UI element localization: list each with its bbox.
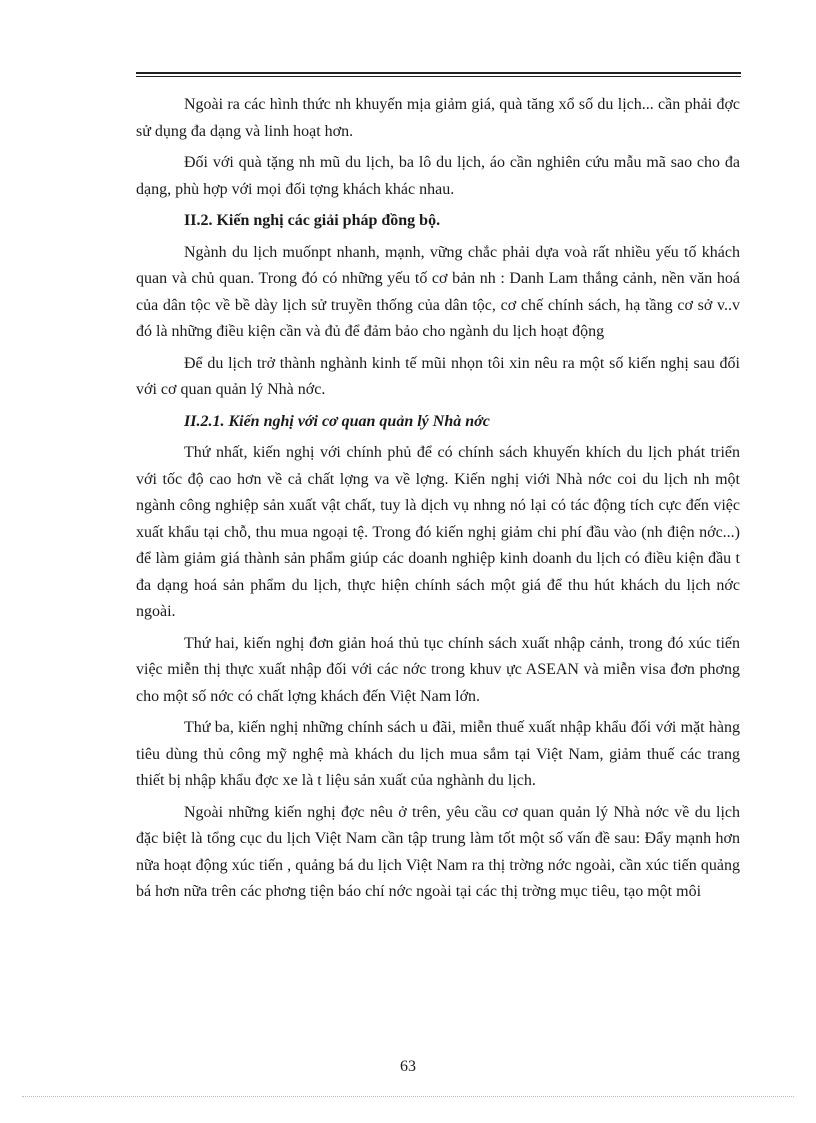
paragraph-promotions: Ngoài ra các hình thức nh khuyến mịa giảm giá, quà tăng xổ số du lịch... cần phải đợc sử dụng đa dạng và linh hoạt hơn.	[136, 96, 740, 140]
page-number: 63	[400, 1058, 416, 1075]
paragraph-second: Thứ hai, kiến nghị đơn giản hoá thủ tục chính sách xuất nhập cảnh, trong đó xúc tiến việc miễn thị thực xuất nhập đối với các nớc trong khuv ực ASEAN và miễn visa đơn phơng cho một số nớc có chất lợng khách đến Việt Nam lớn.	[136, 634, 740, 705]
header-rule	[136, 72, 741, 77]
paragraph-gifts: Đối với quà tặng nh mũ du lịch, ba lô du lịch, áo cần nghiên cứu mẫu mã sao cho đa dạng, phù hợp với mọi đối tợng khách khác nhau.	[136, 154, 740, 198]
subsection-heading: II.2.1. Kiến nghị với cơ quan quản lý Nhà nớc	[184, 412, 490, 430]
paragraph-other: Ngoài những kiến nghị đợc nêu ở trên, yêu cầu cơ quan quản lý Nhà nớc về du lịch đặc biệt là tổng cục du lịch Việt Nam cần tập trung làm tốt một số vấn đề sau: Đẩy mạnh hơn nữa hoạt động xúc tiến , quảng bá du lịch Việt Nam ra thị trờng nớc ngoài, cần xúc tiến quảng bá hơn nữa trên các phơng tiện báo chí nớc ngoài tại các thị trờng mục tiêu, tạo một môi	[136, 803, 740, 900]
paragraph-third: Thứ ba, kiến nghị những chính sách u đãi, miễn thuế xuất nhập khẩu đối với mặt hàng tiêu dùng thủ công mỹ nghệ mà khách du lịch mua sắm tại Việt Nam, giảm thuế các trang thiết bị nhập khẩu đợc xe là t liệu sản xuất của nghành du lịch.	[136, 719, 740, 789]
page-content	[136, 92, 740, 911]
paragraph-first: Thứ nhất, kiến nghị với chính phủ để có chính sách khuyến khích du lịch phát triển với tốc độ cao hơn về cả chất lợng va về lợng. Kiến nghị viới Nhà nớc coi du lịch nh một ngành công nghiệp sản xuất vật chất, tuy là dịch vụ nhng nó lại có tác động tích cực đến việc xuất khẩu tại chỗ, thu mua ngoại tệ. Trong đó kiến nghị giảm chi phí đầu vào (nh điện nớc...) để làm giảm giá thành sản phẩm giúp các doanh nghiệp kinh doanh du lịch có điều kiện đầu t đa dạng hoá sản phẩm du lịch, thực hiện chính sách một giá để thu hút khách du lịch nớc ngoài.	[136, 444, 740, 620]
paragraph-factors: Ngành du lịch muốnpt nhanh, mạnh, vững chắc phải dựa voà rất nhiều yếu tố khách quan và chủ quan. Trong đó có những yếu tố cơ bản nh : Danh Lam thắng cảnh, nền văn hoá của dân tộc về bề dày lịch sử truyền thống của dân tộc, cơ chế chính sách, hạ tầng cơ sở v..v đó là những điều kiện cần và đủ để đảm bảo cho ngành du lịch hoạt động	[136, 243, 740, 340]
paragraph-recommendation-intro: Để du lịch trở thành nghành kinh tế mũi nhọn tôi xin nêu ra một số kiến nghị sau đối với cơ quan quản lý Nhà nớc.	[136, 354, 740, 398]
footer-dotted-rule	[22, 1096, 794, 1097]
section-heading: II.2. Kiến nghị các giải pháp đồng bộ.	[184, 212, 441, 229]
